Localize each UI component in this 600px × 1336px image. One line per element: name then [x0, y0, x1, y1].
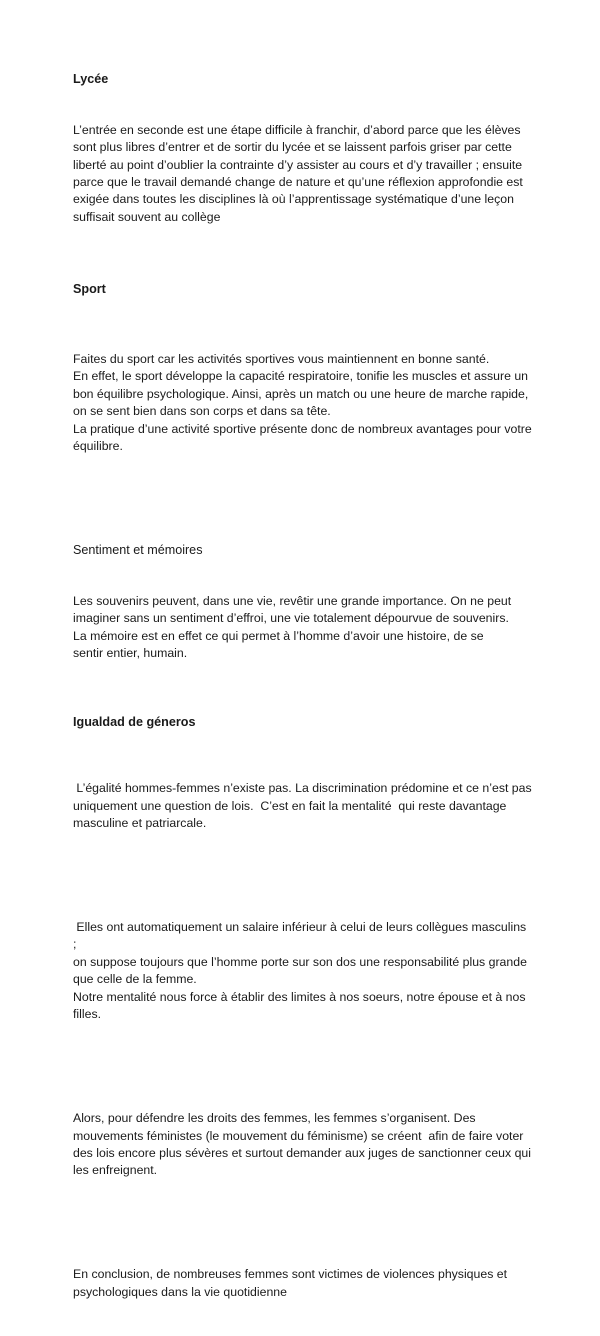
paragraph-igualdad-2: [73, 884, 533, 1058]
section-heading-sport: Sport: [73, 282, 106, 297]
text-line: les enfreignent.: [73, 1163, 158, 1178]
text-line: masculine et patriarcale.: [73, 816, 207, 830]
text-line: La mémoire est en effet ce qui permet à l’homme d’avoir une histoire, de se: [73, 628, 484, 643]
section-heading-sentiment: Sentiment et mémoires: [73, 543, 203, 558]
text-line: psychologiques dans la vie quotidienne: [73, 1284, 287, 1299]
text-line: parce que le travail demandé change de nature et qu’une réflexion approfondie est: [73, 175, 523, 190]
text-line: on se sent bien dans son corps et dans sa tête.: [73, 404, 331, 419]
text-line: La pratique d’une activité sportive présente donc de nombreux avantages pour votre: [73, 421, 532, 436]
text-line: liberté au point d’oublier la contrainte d’y assister au cours et d’y travailler ; ensuite: [73, 157, 523, 172]
text-line: des lois encore plus sévères et surtout demander aux juges de sanctionner ceux qui: [73, 1145, 531, 1160]
section-heading-lycee: Lycée: [73, 72, 109, 86]
text-line: suffisait souvent au collège: [73, 209, 221, 224]
section-heading-igualdad: Igualdad de géneros: [73, 715, 196, 730]
paragraph-sentiment: [73, 558, 533, 697]
text-line: Les souvenirs peuvent, dans une vie, revêtir une grande importance. On ne peut: [73, 593, 512, 608]
text-line: Alors, pour défendre les droits des femmes, les femmes s’organisent. Des: [73, 1111, 476, 1126]
text-line: filles.: [73, 1007, 102, 1022]
text-line: L’égalité hommes-femmes n’existe pas. La discrimination prédomine et ce n’est pas: [73, 781, 532, 796]
text-line: équilibre.: [73, 438, 123, 453]
text-line: Faites du sport car les activités sportives vous maintiennent en bonne santé.: [73, 351, 490, 366]
text-line: L’entrée en seconde est une étape difficile à franchir, d’abord parce que les élèves: [73, 122, 521, 137]
paragraph-igualdad-4: [73, 1232, 533, 1336]
text-line: sentir entier, humain.: [73, 646, 188, 661]
paragraph-igualdad-3: [73, 1075, 533, 1214]
text-line: mouvements féministes (le mouvement du féminisme) se créent afin de faire voter: [73, 1128, 524, 1143]
text-line: Elles ont automatiquement un salaire inférieur à celui de leurs collègues masculins ;: [73, 920, 530, 952]
text-line: exigée dans toutes les disciplines là où l’apprentissage systématique d’une leçon: [73, 192, 514, 207]
text-line: bon équilibre psychologique. Ainsi, après un match ou une heure de marche rapide,: [73, 386, 529, 401]
paragraph-sport: [73, 316, 533, 490]
text-line: on suppose toujours que l’homme porte sur son dos une responsabilité plus grande: [73, 954, 527, 969]
document-page: [73, 71, 533, 1336]
text-line: En conclusion, de nombreuses femmes sont victimes de violences physiques et: [73, 1267, 508, 1282]
text-line: Notre mentalité nous force à établir des limites à nos soeurs, notre épouse et à nos: [73, 989, 526, 1004]
text-line: sont plus libres d’entrer et de sortir du lycée et se laissent parfois griser par cette: [73, 140, 512, 155]
paragraph-lycee: [73, 87, 533, 261]
text-line: En effet, le sport développe la capacité respiratoire, tonifie les muscles et assure un: [73, 369, 529, 384]
text-line: imaginer sans un sentiment d’effroi, une vie totalement dépourvue de souvenirs.: [73, 611, 509, 626]
text-line: uniquement une question de lois. C’est en fait la mentalité qui reste davantage: [73, 798, 507, 813]
paragraph-igualdad-1: [73, 745, 533, 867]
text-line: que celle de la femme.: [73, 972, 197, 987]
